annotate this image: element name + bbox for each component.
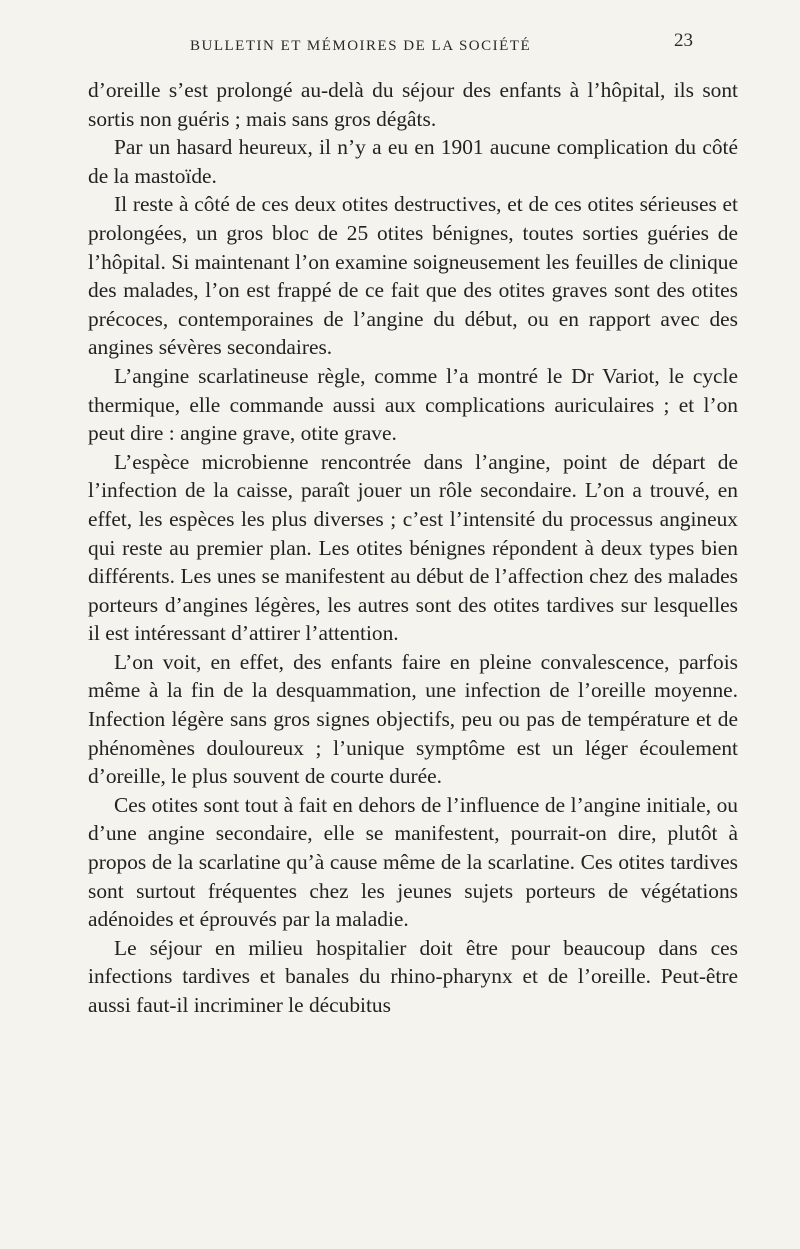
page-header xyxy=(0,30,800,64)
paragraph-hospital-stay: Le séjour en milieu hospitalier doit être pour beaucoup dans ces infections tardives et banales du rhino-pharynx et de l’oreille. Peut-être aussi faut-il incriminer le décubitus xyxy=(88,935,738,1017)
body-text xyxy=(88,76,738,1020)
paragraph-scarlatinal-angina: L’angine scarlatineuse règle, comme l’a montré le Dr Variot, le cycle thermique, elle commande aussi aux complications auriculaires ; et l’on peut dire : angine grave, otite grave. xyxy=(88,363,738,446)
running-head: BULLETIN ET MÉMOIRES DE LA SOCIÉTÉ xyxy=(190,38,532,54)
paragraph-continuation: d’oreille s’est prolongé au-delà du séjour des enfants à l’hôpital, ils sont sortis non guéris ; mais sans gros dégâts. xyxy=(88,78,738,131)
page-number: 23 xyxy=(674,30,693,51)
paragraph-late-otitis: Ces otites sont tout à fait en dehors de l’influence de l’angine initiale, ou d’une angine secondaire, elle se manifestent, pourrait-on dire, plutôt à propos de la scarlatine qu’à cause même de la scarlatine. Ces otites tardives sont surtout fréquentes chez les jeunes sujets porteurs de végétations adénoides et éprouvés par la maladie. xyxy=(88,792,738,932)
paragraph-benign-otitis: Il reste à côté de ces deux otites destructives, et de ces otites sérieuses et prolongées, un gros bloc de 25 otites bénignes, toutes sorties guéries de l’hôpital. Si maintenant l’on examine soigneusement les feuilles de clinique des malades, l’on est frappé de ce fait que des otites graves sont des otites précoces, contemporaines de l’angine du début, ou en rapport avec des angines sévères secondaires. xyxy=(88,192,738,360)
paragraph-mastoid: Par un hasard heureux, il n’y a eu en 1901 aucune complication du côté de la mastoïde. xyxy=(88,135,738,188)
paragraph-microbial-species: L’espèce microbienne rencontrée dans l’angine, point de départ de l’infection de la caisse, paraît jouer un rôle secondaire. L’on a trouvé, en effet, les espèces les plus diverses ; c’est l’intensité du processus angineux qui reste au premier plan. Les otites bénignes répondent à deux types bien différents. Les unes se manifestent au début de l’affection chez des malades porteurs d’angines légères, les autres sont des otites tardives sur lesquelles il est intéressant d’attirer l’attention. xyxy=(88,449,738,646)
paragraph-convalescence: L’on voit, en effet, des enfants faire en pleine convalescence, parfois même à la fin de la desquammation, une infection de l’oreille moyenne. Infection légère sans gros signes objectifs, peu ou pas de température et de phénomènes douloureux ; l’unique symptôme est un léger écoulement d’oreille, le plus souvent de courte durée. xyxy=(88,649,738,789)
